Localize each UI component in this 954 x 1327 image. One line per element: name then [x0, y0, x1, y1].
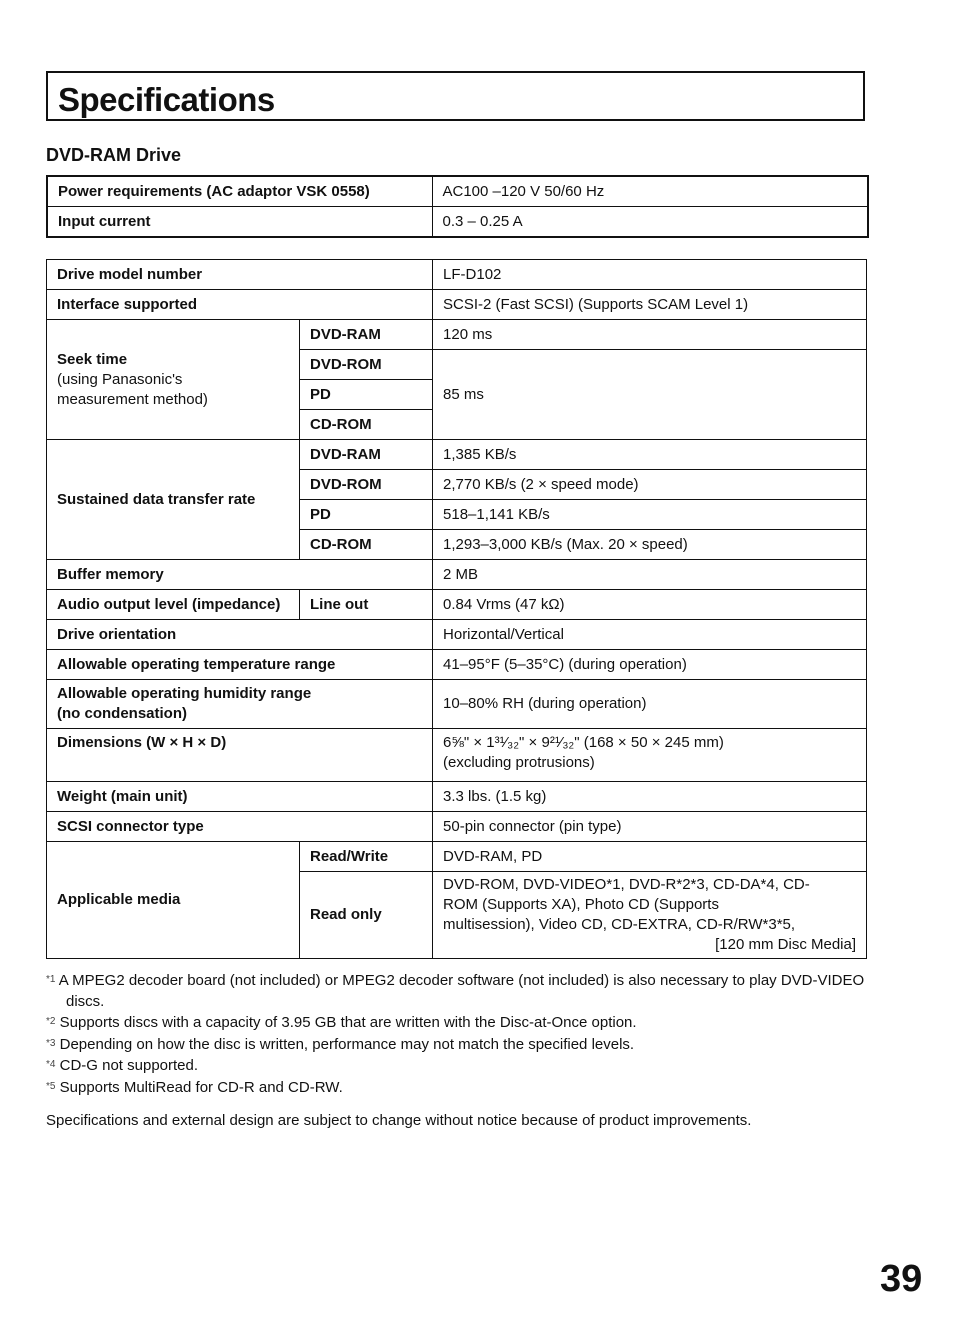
dimensions-value-line-1: 6⅝" × 1³¹⁄₃₂" × 9²¹⁄₃₂" (168 × 50 × 245 mm)	[443, 734, 724, 751]
footnote-text: Supports discs with a capacity of 3.95 GB that are written with the Disc-at-Once option.	[59, 1014, 637, 1031]
table-row	[47, 782, 867, 812]
table-row	[47, 650, 867, 680]
seek-time-note-2: measurement method)	[57, 390, 208, 408]
footnote	[46, 1012, 876, 1034]
footnote-text: Supports MultiRead for CD-R and CD-RW.	[59, 1078, 343, 1096]
seek-media-pd: PD	[300, 380, 433, 410]
media-read-only-line-4: [120 mm Disc Media]	[715, 936, 857, 953]
seek-media-dvdram: DVD-RAM	[300, 320, 433, 350]
audio-label: Audio output level (impedance)	[47, 590, 300, 620]
interface-value: SCSI-2 (Fast SCSI) (Supports SCAM Level 1)	[433, 290, 867, 320]
seek-time-cell	[47, 320, 300, 440]
power-requirements-value: AC100 –120 V 50/60 Hz	[432, 176, 868, 207]
seek-time-label: Seek time	[57, 350, 128, 368]
seek-value-dvdram: 120 ms	[433, 320, 867, 350]
transfer-rate-label: Sustained data transfer rate	[47, 440, 300, 560]
title-box	[46, 71, 865, 121]
page-title: Specifications	[58, 81, 275, 118]
footnote-mark: *1	[46, 974, 56, 985]
table-row	[47, 729, 867, 782]
footnotes	[46, 970, 876, 1098]
humidity-label-line-1: Allowable operating humidity range	[57, 685, 312, 702]
footnote-mark: *2	[46, 1016, 56, 1027]
seek-media-cdrom: CD-ROM	[300, 410, 433, 440]
footnote-text: A MPEG2 decoder board (not included) or MPEG2 decoder software (not included) is also necessary to play DVD-VIDEO discs.	[58, 972, 865, 1010]
table-row	[47, 560, 867, 590]
footnote	[46, 1034, 876, 1056]
scsi-connector-label: SCSI connector type	[47, 812, 433, 842]
drive-model-value: LF-D102	[433, 260, 867, 290]
power-table	[46, 175, 869, 238]
dimensions-value	[433, 729, 867, 782]
interface-label: Interface supported	[47, 290, 433, 320]
audio-sub-label: Line out	[300, 590, 433, 620]
table-row	[47, 812, 867, 842]
buffer-label: Buffer memory	[47, 560, 433, 590]
humidity-value: 10–80% RH (during operation)	[433, 680, 867, 729]
table-row	[47, 590, 867, 620]
transfer-value-cdrom: 1,293–3,000 KB/s (Max. 20 × speed)	[433, 530, 867, 560]
table-row	[47, 207, 868, 238]
temperature-value: 41–95°F (5–35°C) (during operation)	[433, 650, 867, 680]
transfer-media-dvdrom: DVD-ROM	[300, 470, 433, 500]
footnote-text: CD-G not supported.	[59, 1057, 199, 1074]
seek-value-others: 85 ms	[433, 350, 867, 440]
spec-table	[46, 259, 867, 959]
table-row	[47, 290, 867, 320]
orientation-label: Drive orientation	[47, 620, 433, 650]
table-row	[47, 440, 867, 470]
footnote	[46, 970, 876, 1012]
weight-label: Weight (main unit)	[47, 782, 433, 812]
media-read-write-label: Read/Write	[300, 842, 433, 872]
table-row	[47, 842, 867, 872]
media-read-write-value: DVD-RAM, PD	[433, 842, 867, 872]
disclaimer: Specifications and external design are subject to change without notice because of product improvements.	[46, 1112, 752, 1129]
transfer-value-pd: 518–1,141 KB/s	[433, 500, 867, 530]
drive-model-label: Drive model number	[47, 260, 433, 290]
input-current-value: 0.3 – 0.25 A	[432, 207, 868, 238]
media-label: Applicable media	[47, 842, 300, 959]
page-number: 39	[880, 1258, 923, 1300]
table-row	[47, 176, 868, 207]
table-row	[47, 620, 867, 650]
media-read-only-label: Read only	[300, 872, 433, 959]
media-read-only-value	[433, 872, 867, 959]
seek-time-note-1: (using Panasonic's	[57, 370, 183, 388]
footnote-mark: *3	[46, 1037, 56, 1049]
footnote	[46, 1055, 876, 1077]
power-requirements-label: Power requirements (AC adaptor VSK 0558)	[47, 176, 432, 207]
dimensions-label: Dimensions (W × H × D)	[47, 729, 433, 782]
media-read-only-line-1: DVD-ROM, DVD-VIDEO*1, DVD-R*2*3, CD-DA*4, CD-	[443, 876, 810, 893]
humidity-label-line-2: (no condensation)	[57, 705, 187, 722]
input-current-label: Input current	[47, 207, 432, 238]
audio-value: 0.84 Vrms (47 kΩ)	[433, 590, 867, 620]
seek-media-dvdrom: DVD-ROM	[300, 350, 433, 380]
table-row	[47, 320, 867, 350]
table-row	[47, 680, 867, 729]
temperature-label: Allowable operating temperature range	[47, 650, 433, 680]
transfer-value-dvdrom: 2,770 KB/s (2 × speed mode)	[433, 470, 867, 500]
section-heading: DVD-RAM Drive	[46, 145, 182, 165]
buffer-value: 2 MB	[433, 560, 867, 590]
footnote-text: Depending on how the disc is written, performance may not match the specified levels.	[59, 1035, 635, 1053]
media-read-only-line-3: multisession), Video CD, CD-EXTRA, CD-R/RW*3*5,	[443, 916, 796, 933]
transfer-media-dvdram: DVD-RAM	[300, 440, 433, 470]
transfer-media-pd: PD	[300, 500, 433, 530]
scsi-connector-value: 50-pin connector (pin type)	[433, 812, 867, 842]
humidity-label	[47, 680, 433, 729]
footnote-mark: *4	[46, 1059, 56, 1070]
media-read-only-line-2: ROM (Supports XA), Photo CD (Supports	[443, 896, 719, 913]
transfer-value-dvdram: 1,385 KB/s	[433, 440, 867, 470]
transfer-media-cdrom: CD-ROM	[300, 530, 433, 560]
orientation-value: Horizontal/Vertical	[433, 620, 867, 650]
dimensions-value-line-2: (excluding protrusions)	[443, 754, 595, 771]
footnote-mark: *5	[46, 1080, 56, 1092]
table-row	[47, 260, 867, 290]
weight-value: 3.3 lbs. (1.5 kg)	[433, 782, 867, 812]
footnote	[46, 1077, 876, 1099]
